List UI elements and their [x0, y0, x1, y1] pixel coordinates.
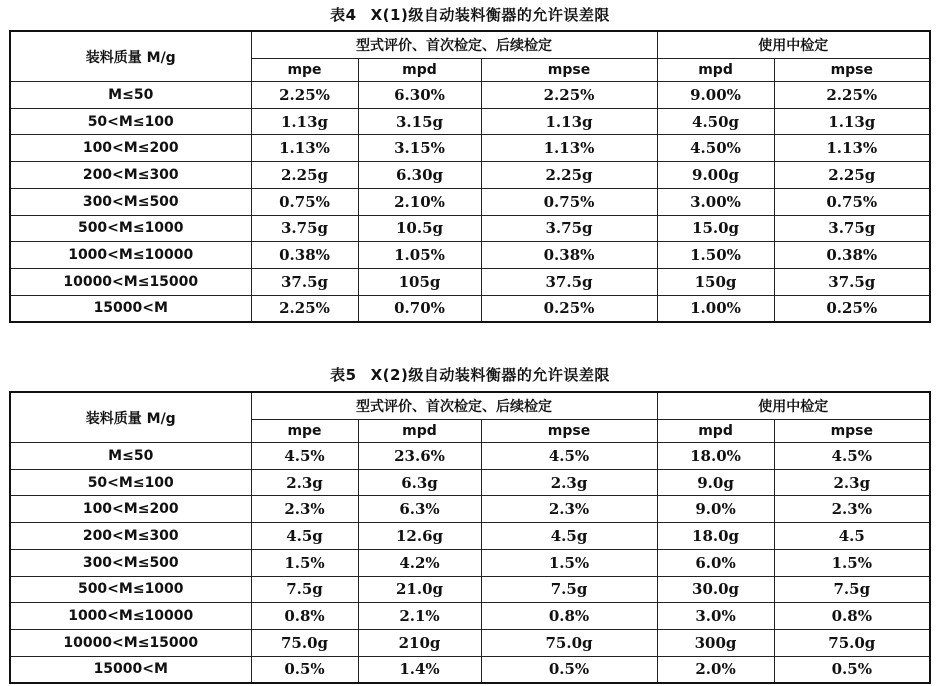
mpe-cell: 7.5g [251, 576, 358, 603]
mpse-cell: 0.38% [481, 242, 657, 269]
verification-group-header: 型式评价、首次检定、后续检定 [251, 31, 657, 59]
mpse-cell: 2.25g [481, 162, 657, 189]
mass-range-cell: 50<M≤100 [10, 108, 251, 135]
table-row [10, 162, 930, 189]
table-row [10, 549, 930, 576]
mpse-cell: 4.5g [481, 523, 657, 550]
mpse-cell: 75.0g [481, 630, 657, 657]
in-service-group-header: 使用中检定 [657, 31, 930, 59]
mpe-cell: 2.25% [251, 295, 358, 322]
table-row [10, 188, 930, 215]
table-row [10, 215, 930, 242]
mass-range-cell: 15000<M [10, 656, 251, 683]
in-service-mpse-cell: 4.5% [774, 443, 930, 470]
subheader-mpe: mpe [251, 59, 358, 82]
in-service-mpse-cell: 1.13% [774, 135, 930, 162]
mass-range-cell: 15000<M [10, 295, 251, 322]
mpse-cell: 0.8% [481, 603, 657, 630]
table-5 [9, 391, 931, 684]
subheader-in-service-mpse: mpse [774, 420, 930, 443]
in-service-mpd-cell: 1.50% [657, 242, 774, 269]
in-service-mpse-cell: 2.3g [774, 469, 930, 496]
mpd-cell: 2.10% [358, 188, 481, 215]
mpd-cell: 6.30g [358, 162, 481, 189]
in-service-mpse-cell: 37.5g [774, 269, 930, 296]
in-service-mpse-cell: 0.25% [774, 295, 930, 322]
mpd-cell: 3.15g [358, 108, 481, 135]
mpse-cell: 2.3% [481, 496, 657, 523]
mpd-cell: 2.1% [358, 603, 481, 630]
in-service-mpd-cell: 4.50g [657, 108, 774, 135]
subheader-mpd: mpd [358, 420, 481, 443]
mpse-cell: 2.3g [481, 469, 657, 496]
table-5-caption [0, 364, 940, 385]
table-5-title: X(2)级自动装料衡器的允许误差限 [370, 366, 610, 384]
in-service-mpd-cell: 9.0g [657, 469, 774, 496]
mpd-cell: 10.5g [358, 215, 481, 242]
table-row [10, 269, 930, 296]
table-row [10, 469, 930, 496]
subheader-in-service-mpd: mpd [657, 59, 774, 82]
table-row [10, 496, 930, 523]
table-row [10, 135, 930, 162]
mpd-cell: 6.3g [358, 469, 481, 496]
in-service-mpse-cell: 2.25g [774, 162, 930, 189]
subheader-in-service-mpd: mpd [657, 420, 774, 443]
mpd-cell: 23.6% [358, 443, 481, 470]
in-service-mpse-cell: 0.75% [774, 188, 930, 215]
in-service-mpd-cell: 9.0% [657, 496, 774, 523]
in-service-mpd-cell: 30.0g [657, 576, 774, 603]
in-service-mpse-cell: 0.38% [774, 242, 930, 269]
table-row [10, 656, 930, 683]
table-row [10, 523, 930, 550]
table-row [10, 295, 930, 322]
mpe-cell: 1.13g [251, 108, 358, 135]
in-service-mpse-cell: 0.8% [774, 603, 930, 630]
table-row [10, 82, 930, 109]
mass-range-cell: 200<M≤300 [10, 162, 251, 189]
table-5-number: 表5 [330, 366, 357, 384]
mpd-cell: 105g [358, 269, 481, 296]
mpe-cell: 4.5% [251, 443, 358, 470]
in-service-mpd-cell: 9.00% [657, 82, 774, 109]
mpe-cell: 3.75g [251, 215, 358, 242]
in-service-mpd-cell: 15.0g [657, 215, 774, 242]
mpse-cell: 1.5% [481, 549, 657, 576]
in-service-mpd-cell: 18.0% [657, 443, 774, 470]
mpse-cell: 3.75g [481, 215, 657, 242]
mpse-cell: 0.75% [481, 188, 657, 215]
mass-column-header: 装料质量 M/g [10, 31, 251, 82]
in-service-mpd-cell: 4.50% [657, 135, 774, 162]
table-row [10, 603, 930, 630]
in-service-mpse-cell: 3.75g [774, 215, 930, 242]
mass-range-cell: 100<M≤200 [10, 135, 251, 162]
table-row [10, 443, 930, 470]
mpe-cell: 1.5% [251, 549, 358, 576]
mpe-cell: 2.25g [251, 162, 358, 189]
mpse-cell: 0.5% [481, 656, 657, 683]
mpse-cell: 0.25% [481, 295, 657, 322]
mpse-cell: 1.13g [481, 108, 657, 135]
mass-range-cell: 1000<M≤10000 [10, 242, 251, 269]
mass-range-cell: 50<M≤100 [10, 469, 251, 496]
in-service-mpd-cell: 9.00g [657, 162, 774, 189]
table-4-caption [0, 4, 940, 25]
in-service-mpd-cell: 3.0% [657, 603, 774, 630]
in-service-mpse-cell: 75.0g [774, 630, 930, 657]
mpe-cell: 2.3% [251, 496, 358, 523]
in-service-mpse-cell: 4.5 [774, 523, 930, 550]
mpe-cell: 0.38% [251, 242, 358, 269]
in-service-mpd-cell: 3.00% [657, 188, 774, 215]
table-row [10, 242, 930, 269]
table-row [10, 108, 930, 135]
mpe-cell: 4.5g [251, 523, 358, 550]
in-service-mpse-cell: 1.13g [774, 108, 930, 135]
table-4 [9, 30, 931, 323]
in-service-mpse-cell: 7.5g [774, 576, 930, 603]
mpe-cell: 0.75% [251, 188, 358, 215]
in-service-mpse-cell: 1.5% [774, 549, 930, 576]
in-service-mpse-cell: 2.25% [774, 82, 930, 109]
table-4-number: 表4 [330, 6, 357, 24]
mpe-cell: 0.8% [251, 603, 358, 630]
subheader-mpd: mpd [358, 59, 481, 82]
table-4-body [10, 82, 930, 323]
mpd-cell: 210g [358, 630, 481, 657]
mpd-cell: 1.4% [358, 656, 481, 683]
in-service-mpse-cell: 2.3% [774, 496, 930, 523]
mpse-cell: 2.25% [481, 82, 657, 109]
mass-range-cell: 1000<M≤10000 [10, 603, 251, 630]
mass-column-header: 装料质量 M/g [10, 392, 251, 443]
mass-range-cell: 10000<M≤15000 [10, 630, 251, 657]
mass-range-cell: 200<M≤300 [10, 523, 251, 550]
verification-group-header: 型式评价、首次检定、后续检定 [251, 392, 657, 420]
subheader-in-service-mpse: mpse [774, 59, 930, 82]
in-service-group-header: 使用中检定 [657, 392, 930, 420]
mpse-cell: 7.5g [481, 576, 657, 603]
in-service-mpd-cell: 300g [657, 630, 774, 657]
table-row [10, 630, 930, 657]
mpse-cell: 4.5% [481, 443, 657, 470]
subheader-mpse: mpse [481, 420, 657, 443]
mpd-cell: 12.6g [358, 523, 481, 550]
mass-range-cell: 500<M≤1000 [10, 576, 251, 603]
mpd-cell: 1.05% [358, 242, 481, 269]
mpd-cell: 4.2% [358, 549, 481, 576]
mpe-cell: 37.5g [251, 269, 358, 296]
mpe-cell: 0.5% [251, 656, 358, 683]
table-row [10, 576, 930, 603]
table-5-body [10, 443, 930, 684]
subheader-mpse: mpse [481, 59, 657, 82]
mpse-cell: 1.13% [481, 135, 657, 162]
mpse-cell: 37.5g [481, 269, 657, 296]
mpd-cell: 3.15% [358, 135, 481, 162]
mpd-cell: 6.30% [358, 82, 481, 109]
in-service-mpd-cell: 6.0% [657, 549, 774, 576]
table-4-title: X(1)级自动装料衡器的允许误差限 [370, 6, 610, 24]
mpe-cell: 2.3g [251, 469, 358, 496]
mass-range-cell: M≤50 [10, 82, 251, 109]
in-service-mpse-cell: 0.5% [774, 656, 930, 683]
mpd-cell: 21.0g [358, 576, 481, 603]
mass-range-cell: 300<M≤500 [10, 549, 251, 576]
in-service-mpd-cell: 150g [657, 269, 774, 296]
mass-range-cell: 500<M≤1000 [10, 215, 251, 242]
in-service-mpd-cell: 2.0% [657, 656, 774, 683]
mpd-cell: 0.70% [358, 295, 481, 322]
mass-range-cell: 10000<M≤15000 [10, 269, 251, 296]
mass-range-cell: 300<M≤500 [10, 188, 251, 215]
mpe-cell: 1.13% [251, 135, 358, 162]
mpe-cell: 2.25% [251, 82, 358, 109]
mpd-cell: 6.3% [358, 496, 481, 523]
mass-range-cell: M≤50 [10, 443, 251, 470]
mass-range-cell: 100<M≤200 [10, 496, 251, 523]
mpe-cell: 75.0g [251, 630, 358, 657]
subheader-mpe: mpe [251, 420, 358, 443]
in-service-mpd-cell: 1.00% [657, 295, 774, 322]
in-service-mpd-cell: 18.0g [657, 523, 774, 550]
